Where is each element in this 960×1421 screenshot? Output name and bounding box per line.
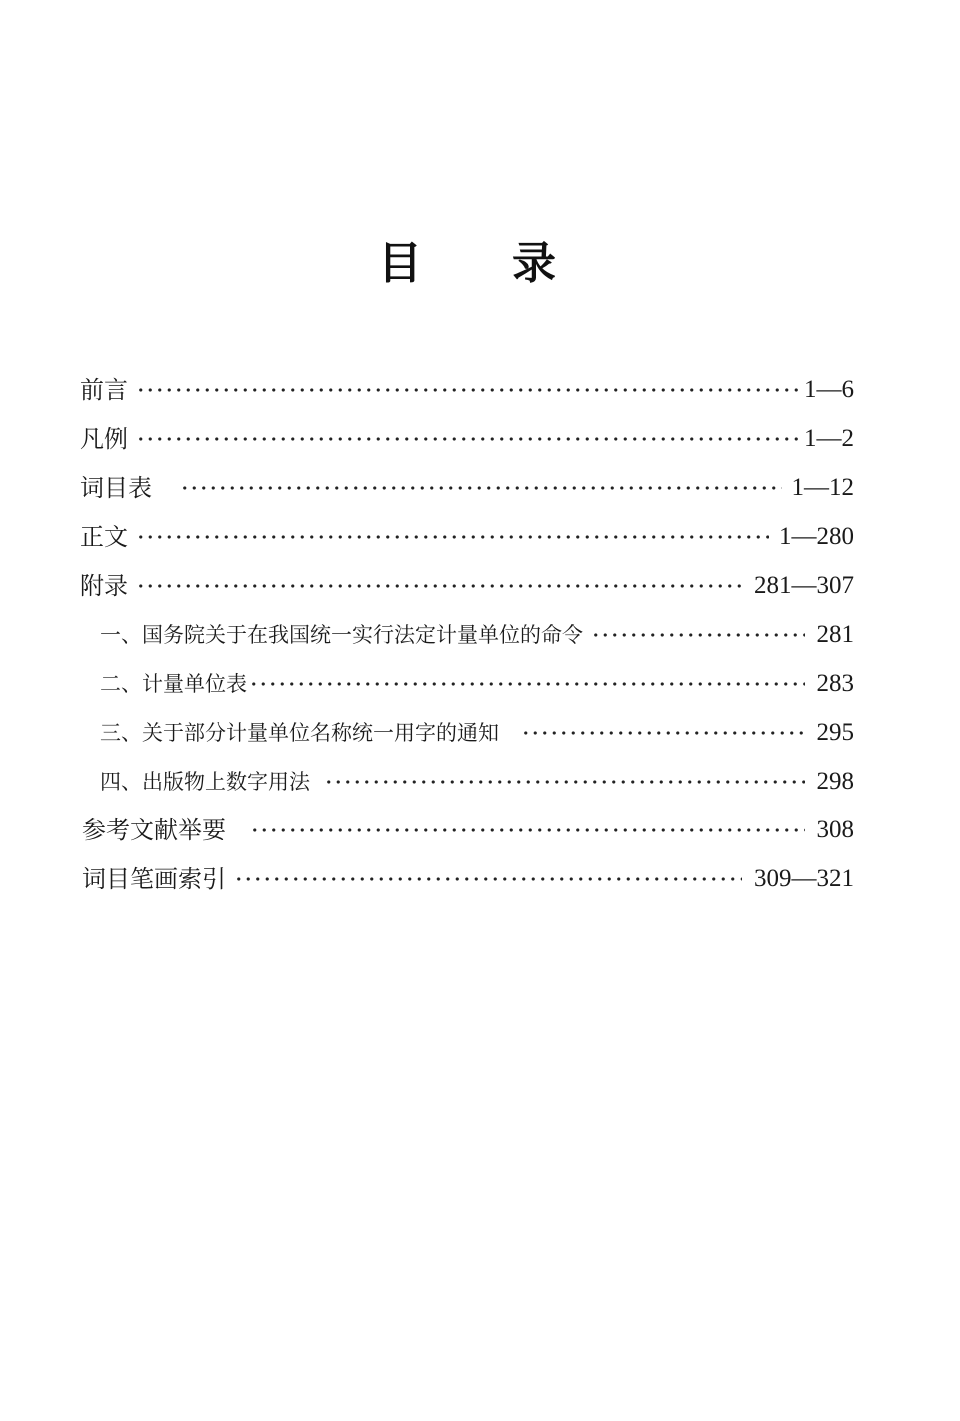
toc-entry-label: 凡例 xyxy=(80,425,128,453)
dot-leader xyxy=(250,813,805,847)
toc-entry-label: 三、关于部分计量单位名称统一用字的通知 xyxy=(100,721,499,745)
toc-entry-appendix[interactable] xyxy=(80,569,854,603)
toc-entry-page: 295 xyxy=(816,719,854,746)
toc-entry-label: 词目笔画索引 xyxy=(82,865,226,893)
toc-entry-page: 309—321 xyxy=(754,865,854,892)
dot-leader xyxy=(591,618,805,652)
toc-entry-label: 二、计量单位表 xyxy=(100,672,247,696)
toc-entry-page: 1—2 xyxy=(804,425,854,452)
dot-leader xyxy=(249,667,805,701)
title-char-mu: 目 xyxy=(378,238,422,289)
dot-leader xyxy=(234,862,742,896)
toc-entry-references[interactable] xyxy=(82,813,854,847)
dot-leader xyxy=(136,373,800,407)
toc-entry-preface[interactable] xyxy=(80,373,854,407)
toc-entry-page: 281—307 xyxy=(754,572,854,599)
toc-entry-conventions[interactable] xyxy=(80,422,854,456)
toc-entry-label: 正文 xyxy=(80,523,128,551)
toc-entry-label: 四、出版物上数字用法 xyxy=(100,770,310,794)
toc-subentry-unit-table[interactable] xyxy=(100,667,854,701)
toc-entry-page: 1—12 xyxy=(791,474,854,501)
title-char-lu: 录 xyxy=(512,238,556,289)
toc-subentry-unit-naming-notice[interactable] xyxy=(100,716,854,750)
toc-entry-page: 1—280 xyxy=(779,523,854,550)
toc-entry-page: 281 xyxy=(816,621,854,648)
toc-entry-label: 附录 xyxy=(80,572,128,600)
toc-entry-page: 1—6 xyxy=(804,376,854,403)
dot-leader xyxy=(180,471,782,505)
dot-leader xyxy=(521,716,805,750)
dot-leader xyxy=(324,765,805,799)
dot-leader xyxy=(136,569,742,603)
toc-subentry-number-usage[interactable] xyxy=(100,765,854,799)
toc-entry-label: 一、国务院关于在我国统一实行法定计量单位的命令 xyxy=(100,623,583,647)
toc-subentry-state-council-order[interactable] xyxy=(100,618,854,652)
toc-entry-page: 283 xyxy=(816,670,854,697)
toc-entry-stroke-index[interactable] xyxy=(82,862,854,896)
dot-leader xyxy=(136,520,769,554)
toc-entry-label: 词目表 xyxy=(80,474,152,502)
toc-entry-main-text[interactable] xyxy=(80,520,854,554)
toc-entry-page: 298 xyxy=(816,768,854,795)
toc-entry-word-list[interactable] xyxy=(80,471,854,505)
toc-entry-label: 前言 xyxy=(80,376,128,404)
dot-leader xyxy=(136,422,800,456)
toc-entry-label: 参考文献举要 xyxy=(82,816,226,844)
page-title xyxy=(0,236,960,296)
toc-entry-page: 308 xyxy=(816,816,854,843)
